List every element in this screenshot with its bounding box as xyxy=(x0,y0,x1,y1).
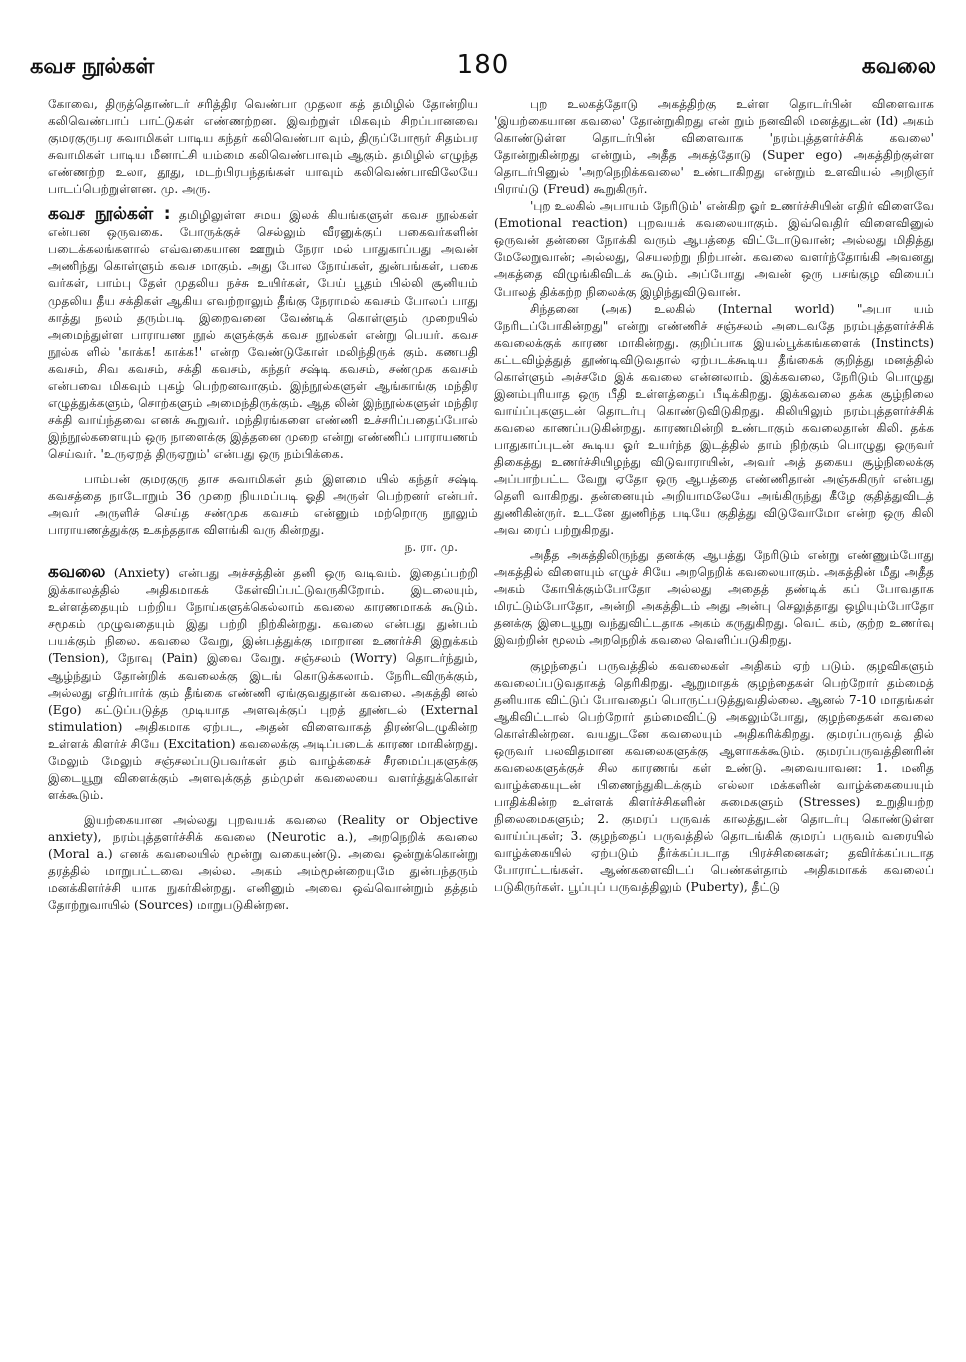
page-number: 180 xyxy=(456,50,510,80)
paragraph-childhood-anxiety: குழந்தைப் பருவத்தில் கவலைகள் அதிகம் ஏற் படும். குழவிகளும் கவலைப்படுவதாகத் தெரிகிறது. ஆறுமாதக் குழந்தைகள் பெற்றோர் தம்மைத் தனியாக விட்டுப் போவதைப் பொருட்படுத்துவதில்லை. ஆனல் 7-10 மாதங்கள் ஆகிவிட்டால் பெற்றோர் தம்மைவிட்டு அகலும்போது, குழந்தைகள் கவலை கொள்கின்றன. வயதுடனே கவலையும் அதிகரிக்கிறது. குமரப்பருவத் தில் ஒருவர் பலவிதமான கவலைகளுக்கு ஆளாகக்கூடும். குமரப்பருவத்தினரின் கவலைகளுக்குச் சில காரணங் கள் உண்டு. அவையாவன: 1. மனித வாழ்க்கையுடன் பிணைந்துகிடக்கும் எல்லா மக்களின் வாழ்க்கையையும் பாதிக்கின்ற உள்ளக் கிளர்ச்சிகளின் சுமைகளும் (Stresses) உறுதியற்ற நிலைமைகளும்; 2. குமரப் பருவக் காலத்துடன் தொடர்பு கொண்டுள்ள வாய்ப்புகள்; 3. குழந்தைப் பருவத்தில் தொடங்கிக் குமரப் பருவம் வரையில் வாழ்க்கையில் ஏற்படும் தீர்க்கப்படாத பிரச்சினைகள்; தவிர்க்கப்படாத போராட்டங்கள். ஆண்களைவிடப் பெண்கள்தாம் அதிகமாகக் கவலைப் படுகிருர்கள். பூப்புப் பருவத்திலும் (Puberty), தீட்டு xyxy=(494,658,934,895)
paragraph-text: தமிழிலுள்ள சமய இலக் கியங்களுள் கவச நூல்கள் என்பன ஒருவகை. போருக்குச் செல்லும் வீரனுக்குப் பகைவர்களின் படைக்கலங்களால் எவ்வகையான ஊறும் நேரா மல் பாதுகாப்பது அவன் அணிந்து கொள்ளும் கவச மாகும். அது போல நோய்கள், துன்பங்கள், பகை வர்கள், பாம்பு தேள் முதலிய நச்சு உயிர்கள், பேய் பூதம் பில்லி சூனியம் முதலிய தீய சக்திகள் ஆகிய எவற்றாலும் தீங்கு நேராமல் கவசம் போலப் பாது காத்து நலம் தரும்படி இறைவனை வேண்டிக் கொள்ளும் முறையில் அமைந்துள்ள பாராயண நூல் களுக்குக் கவச நூல்கள் என்று பெயர். கவச நூல்க ளில் 'காக்க! காக்க!' என்ற வேண்டுகோள் மலிந்திருக் கும். கணபதி கவசம், சிவ கவசம், சக்தி கவசம், கந்தர் சஷ்டி கவசம், சண்முக கவசம் என்பவை மிகவும் புகழ் பெற்றனவாகும். இந்நூல்களுள் ஆங்காங்கு மந்திர எழுத்துக்களும், சொற்களும் அமைந்திருக்கும். ஆத லின் இந்நூல்களுள் மந்திர சக்தி வாய்ந்தவை எனக் கூறுவர். மந்திரங்களை எண்ணி உச்சரிப்பதைப்போல் இந்நூல்களையும் ஒரு நாளைக்கு இத்தனை முறை என்று எண்ணிப் பாராயணம் செய்வர். 'உருஏறத் திருஏறும்' என்பது ஒரு நம்பிக்கை. xyxy=(48,208,478,461)
paragraph-text: பாம்பன் குமரகுரு தாச சுவாமிகள் தம் இளமை யில் கந்தர் சஷ்டி கவசத்தை நாடோறும் 36 முறை நியமப்படி ஓதி அருள் பெற்றனர் என்பர். அவர் அருளிச் செய்த சண்முக கவசம் என்னும் மற்றொரு நூலும் பாராயணத்துக்கு உகந்ததாக விளங்கி வரு கின்றது. xyxy=(48,471,478,538)
entry-heading: கவலை xyxy=(48,562,106,583)
paragraph-pamban xyxy=(48,471,478,556)
entry-kavasa-noolgal xyxy=(48,206,478,463)
paragraph-text: கோவை, திருத்தொண்டர் சரித்திர வெண்பா முதலா கத் தமிழில் தோன்றிய கலிவெண்பாப் பாட்டுகள் எண்ணற்றன. இவற்றுள் மிகவும் சிறப்பானவை குமரகுருபர சுவாமிகள் பாடிய கந்தர் கலிவெண்பா வும், திருப்போரூர் சிதம்பர சுவாமிகள் பாடிய மீனாட்சி யம்மை கலிவெண்பாவும் ஆகும். தமிழில் எழுந்த எண்ணற்ற உலா, தூது, மடற்பிரபந்தங்கள் யாவும் கலிவெண்பாவிலேயே பாடப்பெற்றுள்ளன. xyxy=(48,97,478,197)
running-head-left: கவச நூல்கள் xyxy=(30,54,155,78)
entry-kavalai xyxy=(48,564,478,804)
paragraph-freud: புற உலகத்தோடு அகத்திற்கு உள்ள தொடர்பின் விளைவாக 'இயற்கையான கவலை' தோன்றுகிறது என் றும் நனவிலி மனத்துடன் (Id) அகம் கொண்டுள்ள தொடர்பின் விளைவாக 'நரம்புத்தளர்ச்சிக் கவலை' தோன்றுகின்றது என்றும், அதீத அகத்தோடு (Super ego) அகத்திற்குள்ள தொடர்பினுல் 'அறநெறிக்கவலை' உண்டாகிறது என்றும் உளவியல் அறிஞர் பிராய்டு (Freud) கூறுகிருர். xyxy=(494,97,934,197)
paragraph-anxiety-types xyxy=(48,812,478,914)
right-column xyxy=(494,96,934,1346)
paragraph-kalivenba-end xyxy=(48,96,478,198)
author-signature: ந. ரா. மு. xyxy=(404,540,458,555)
author-signature: மு. அரு. xyxy=(160,182,211,197)
left-column xyxy=(48,96,478,1346)
page-header xyxy=(30,50,936,90)
paragraph-objective-anxiety: 'புற உலகில் அபாயம் நேரிடும்' என்கிற ஓர் உணர்ச்சியின் எதிர் விளைவே (Emotional reaction) புறவயக் கவலையாகும். இவ்வெதிர் விளைவினுல் ஒருவன் தன்னை நோக்கி வரும் ஆபத்தை விட்டோடுவான்; அல்லது மிதித்து மேலேறுவான்; அல்லது, செயலற்று நிற்பான். கவலை வளர்ந்தோங்கி அவனது அகத்தை விழுங்கிவிடக் கூடும். அப்போது அவன் ஒரு பசங்குழ வியைப் போலத் திக்கற்ற நிலைக்கு இழிந்துவிடுவான். xyxy=(494,199,934,299)
paragraph-neurotic-anxiety: சிந்தனை (அக) உலகில் (Internal world) "அபா யம் நேரிடப்போகின்றது" என்று எண்ணிச் சஞ்சலம் அடைவதே நரம்புத்தளர்ச்சிக் கவலைக்குக் காரண மாகின்றது. குறிப்பாக இயல்பூக்கங்களைக் (Instincts) கட்டவிழ்த்துத் தூண்டிவிடுவதால் ஏற்படக்கூடிய தீங்கைக் குறித்து மனத்தில் கொள்ளும் அச்சமே இக் கவலை என்னலாம். இக்கவலை, நேரிடும் பொழுது இனம்புரியாத ஒரு பீதி உள்ளத்தைப் பீடிக்கிறது. இக்கவலை தக்க சூழ்நிலை வாய்ப்புகளுடன் தொடர்பு கொண்டுவிடுகிறது. கிலியிலும் நரம்புத்தளர்ச்சிக் கவலை காணப்படுகின்றது. காரணமின்றி உண்டாகும் கவலைதான் கிலி. தக்க பாதுகாப்புடன் கூடிய ஓர் உயர்ந்த இடத்தில் தாம் நிற்கும் பொழுது ஒருவர் திகைத்து உணர்ச்சியிழந்து விடுவாராயின், அவர் அத் தகைய சூழ்நிலைக்கு அப்பாற்பட்ட வேறு ஏதோ ஒரு ஆபத்தை எண்ணிதான் அஞ்சுகிருர் என்பது தெளி வாகிறது. தன்னையும் அறியாமலேயே அங்கிருந்து கீழே குதித்துவிடத் துணிகின்ருர். உடனே துணிந்த படியே குதித்து விடுவோமோ என்ற ஒரு கிலி அவ ரைப் பற்றுகிறது. xyxy=(494,301,934,538)
paragraph-moral-anxiety: அதீத அகத்திலிருந்து தனக்கு ஆபத்து நேரிடும் என்று எண்ணும்போது அகத்தில் விளையும் எழுச் சியே அறநெறிக் கவலையாகும். அகத்தின் மீது அதீத அகம் கோபிக்கும்போதோ அல்லது அதைத் தண்டிக் கப் போவதாக மிரட்டும்போதோ, அன்றி அகத்திடம் அது அன்பு செலுத்தாது ஒழியும்போதோ தனக்கு இடையூறு வந்துவிட்டதாக அகம் கருதுகிறது. வெட் கம், குற்ற உணர்வு இவற்றின் மூலம் அறநெறிக் கவலை வெளிப்படுகிறது. xyxy=(494,548,934,648)
paragraph-text: இயற்கையான அல்லது புறவயக் கவலை (Reality or Objective anxiety), நரம்புத்தளர்ச்சிக் கவலை (Neurotic a.), அறநெறிக் கவலை (Moral a.) எனக் கவலையில் மூன்று வகையுண்டு. அவை ஒன்றுக்கொன்று தரத்தில் மாறுபட்டவை அல்ல. அகம் அம்மூன்றையுமே துன்பந்தரும் மனக்கிளர்ச்சி யாக நுகர்கின்றது. எனினும் அவை ஒவ்வொன்றும் தத்தம் தோற்றுவாயில் (Sources) மாறுபடுகின்றன. xyxy=(48,812,478,913)
entry-heading: கவச நூல்கள் : xyxy=(48,204,171,225)
running-head-right: கவலை xyxy=(861,54,936,79)
paragraph-text: (Anxiety) என்பது அச்சத்தின் தனி ஒரு வடிவம். இதைப்பற்றி இக்காலத்தில் அதிகமாகக் கேள்விப்பட்டுவருகிறோம். இடலையும், உள்ளத்தையும் பற்றிய நோய்களுக்கெல்லாம் கவலை காரணமாகக் கூடும். சமூகம் முழுவதையும் இது பற்றி நிற்கின்றது. கவலை என்பது துன்பம் பயக்கும் நிலை. கவலை வேறு, இன்பத்துக்கு மாறான உணர்ச்சி இறுக்கம் (Tension), நோவு (Pain) இவை வேறு. சஞ்சலம் (Worry) தொடர்ந்தும், ஆழ்ந்தும் தோன்றிக் கவலைக்கு இடங் கொடுக்கலாம். நேரிடவிருக்கும், அல்லது எதிர்பார்க் கும் தீங்கை எண்ணி ஏங்குவதுதான் கவலை. அகத்தி னல் (Ego) கட்டுப்படுத்த முடியாத அளவுக்குப் புறத் தூண்டல் (External stimulation) அதிகமாக ஏற்பட, அதன் விளைவாகத் திரண்டெழுகின்ற உள்ளக் கிளர்ச் சியே (Excitation) கவலைக்கு அடிப்படைக் காரண மாகின்றது. மேலும் மேலும் சஞ்சலப்படுபவர்கள் தம் வாழ்க்கைச் சீரமைப்புகளுக்கு இடையூறு விளைக்கும் அளவுக்குத் தம்முள் கவலையை வளர்த்துக்கொள் ளக்கூடும். xyxy=(48,566,478,802)
